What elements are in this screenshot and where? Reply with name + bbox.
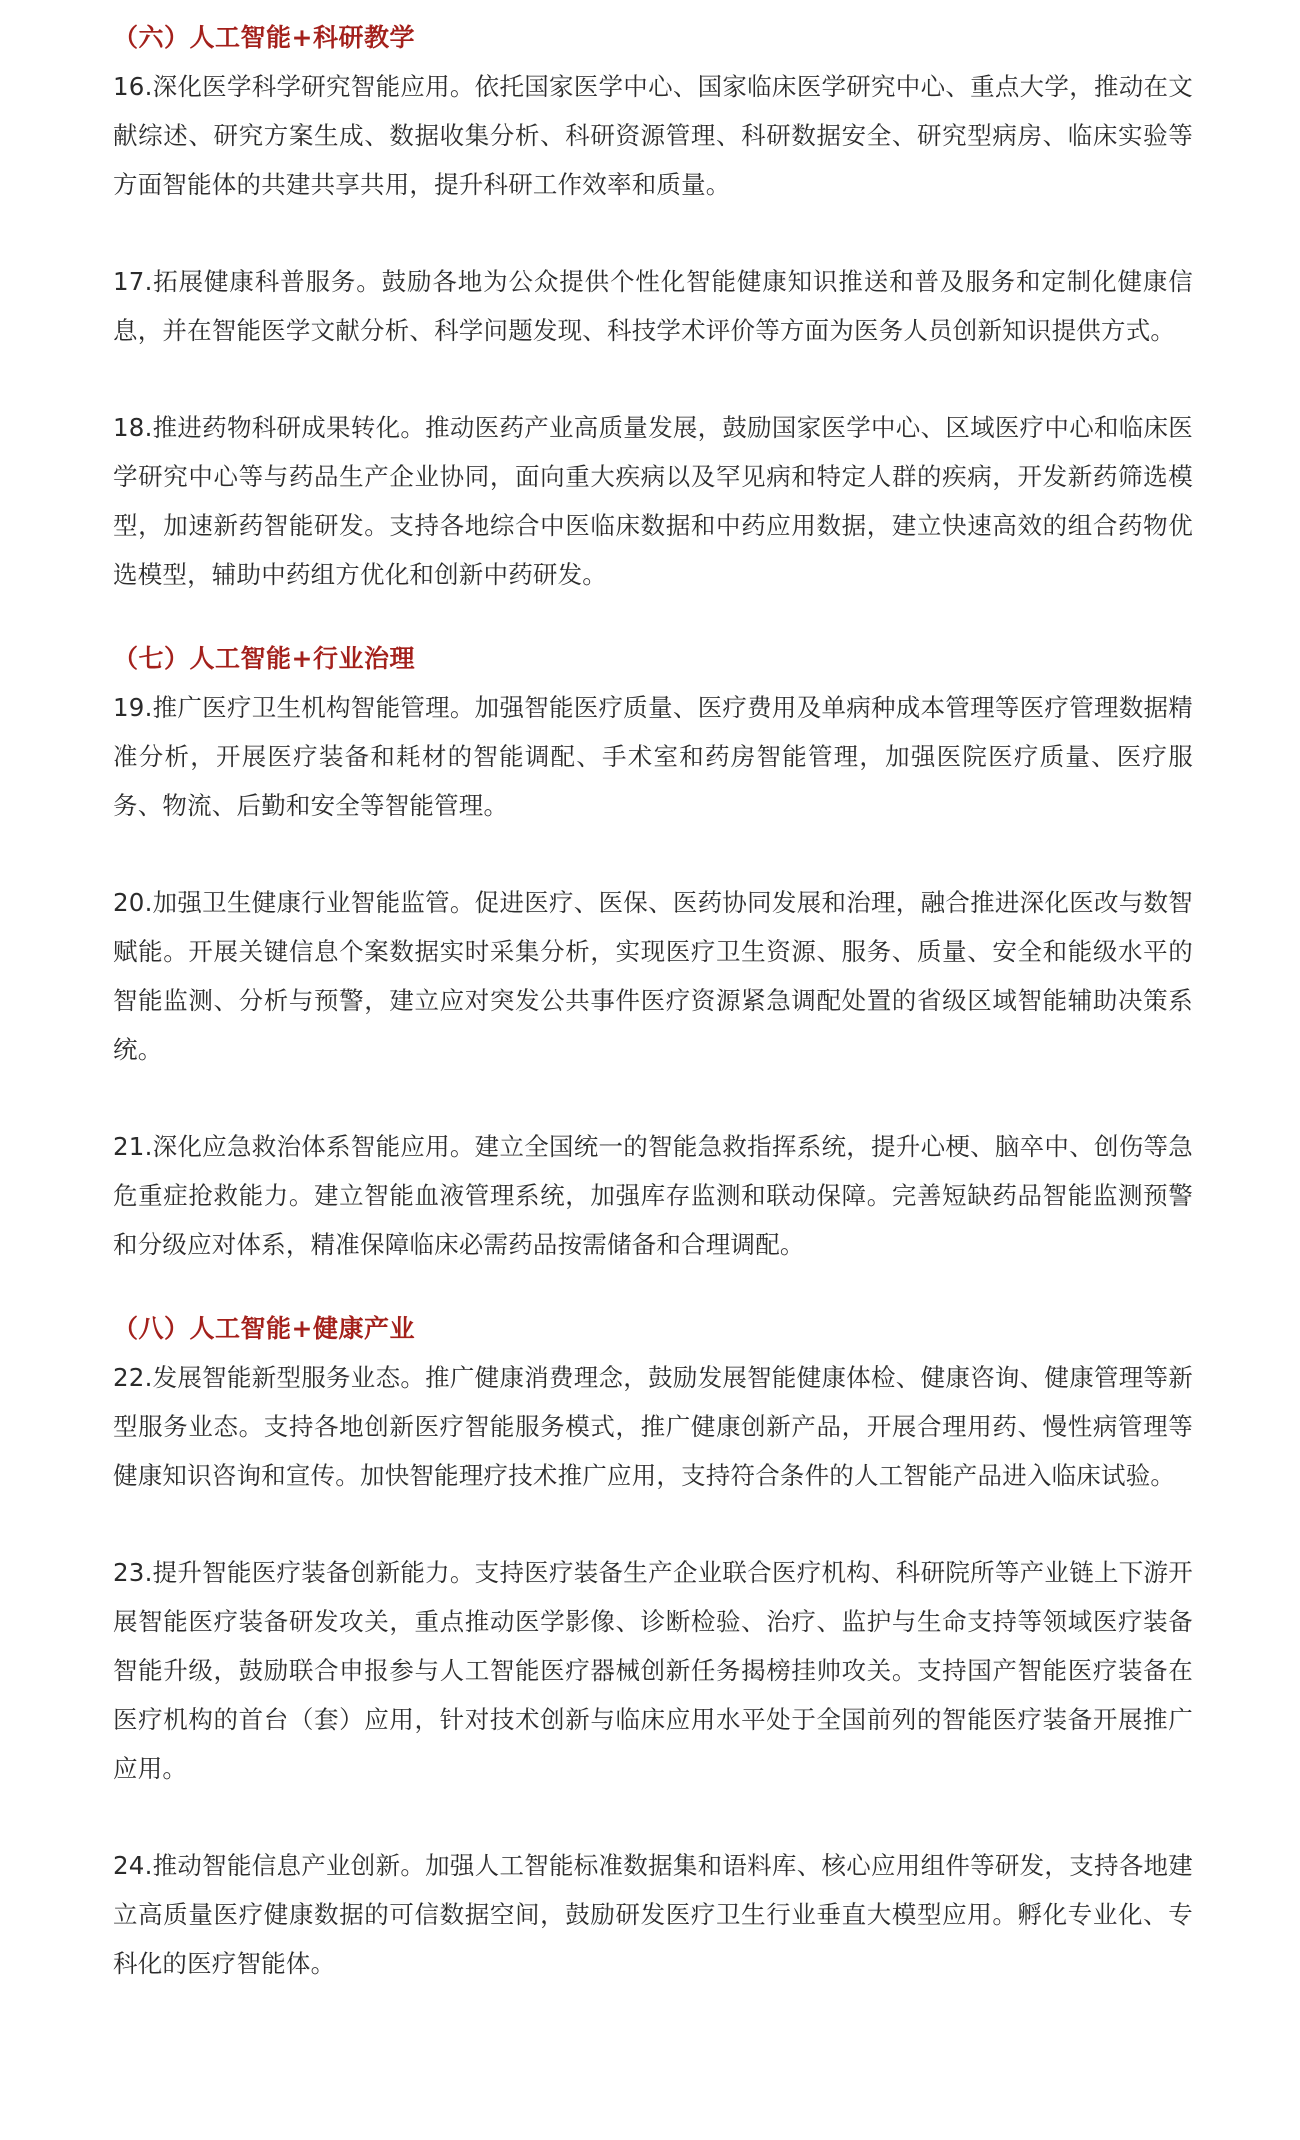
paragraph-spacer — [113, 355, 1193, 403]
item-24: 24.推动智能信息产业创新。加强人工智能标准数据集和语料库、核心应用组件等研发，支持各地建立高质量医疗健康数据的可信数据空间，鼓励研发医疗卫生行业垂直大模型应用。孵化专业化、专科化的医疗智能体。 — [113, 1851, 1193, 1978]
item-18: 18.推进药物科研成果转化。推动医药产业高质量发展，鼓励国家医学中心、区域医疗中心和临床医学研究中心等与药品生产企业协同，面向重大疾病以及罕见病和特定人群的疾病，开发新药筛选模型，加速新药智能研发。支持各地综合中医临床数据和中药应用数据，建立快速高效的组合药物优选模型，辅助中药组方优化和创新中药研发。 — [113, 413, 1193, 589]
section-heading-6: （六）人工智能+科研教学 — [113, 23, 415, 52]
section-heading-7: （七）人工智能+行业治理 — [113, 644, 415, 673]
section-spacer — [113, 599, 1193, 643]
item-17: 17.拓展健康科普服务。鼓励各地为公众提供个性化智能健康知识推送和普及服务和定制化健康信息，并在智能医学文献分析、科学问题发现、科技学术评价等方面为医务人员创新知识提供方式。 — [113, 267, 1193, 345]
item-22: 22.发展智能新型服务业态。推广健康消费理念，鼓励发展智能健康体检、健康咨询、健康管理等新型服务业态。支持各地创新医疗智能服务模式，推广健康创新产品，开展合理用药、慢性病管理等健康知识咨询和宣传。加快智能理疗技术推广应用，支持符合条件的人工智能产品进入临床试验。 — [113, 1363, 1193, 1490]
item-21: 21.深化应急救治体系智能应用。建立全国统一的智能急救指挥系统，提升心梗、脑卒中、创伤等急危重症抢救能力。建立智能血液管理系统，加强库存监测和联动保障。完善短缺药品智能监测预警和分级应对体系，精准保障临床必需药品按需储备和合理调配。 — [113, 1132, 1193, 1259]
paragraph-spacer — [113, 1074, 1193, 1122]
document-body — [113, 22, 1193, 1988]
section-spacer — [113, 1269, 1193, 1313]
item-23: 23.提升智能医疗装备创新能力。支持医疗装备生产企业联合医疗机构、科研院所等产业链上下游开展智能医疗装备研发攻关，重点推动医学影像、诊断检验、治疗、监护与生命支持等领域医疗装备智能升级，鼓励联合申报参与人工智能医疗器械创新任务揭榜挂帅攻关。支持国产智能医疗装备在医疗机构的首台（套）应用，针对技术创新与临床应用水平处于全国前列的智能医疗装备开展推广应用。 — [113, 1558, 1193, 1783]
item-19: 19.推广医疗卫生机构智能管理。加强智能医疗质量、医疗费用及单病种成本管理等医疗管理数据精准分析，开展医疗装备和耗材的智能调配、手术室和药房智能管理，加强医院医疗质量、医疗服务、物流、后勤和安全等智能管理。 — [113, 693, 1193, 820]
paragraph-spacer — [113, 1500, 1193, 1548]
paragraph-spacer — [113, 209, 1193, 257]
paragraph-spacer — [113, 830, 1193, 878]
item-20: 20.加强卫生健康行业智能监管。促进医疗、医保、医药协同发展和治理，融合推进深化医改与数智赋能。开展关键信息个案数据实时采集分析，实现医疗卫生资源、服务、质量、安全和能级水平的智能监测、分析与预警，建立应对突发公共事件医疗资源紧急调配处置的省级区域智能辅助决策系统。 — [113, 888, 1193, 1064]
paragraph-spacer — [113, 1793, 1193, 1841]
item-16: 16.深化医学科学研究智能应用。依托国家医学中心、国家临床医学研究中心、重点大学，推动在文献综述、研究方案生成、数据收集分析、科研资源管理、科研数据安全、研究型病房、临床实验等方面智能体的共建共享共用，提升科研工作效率和质量。 — [113, 72, 1193, 199]
section-heading-8: （八）人工智能+健康产业 — [113, 1314, 415, 1343]
